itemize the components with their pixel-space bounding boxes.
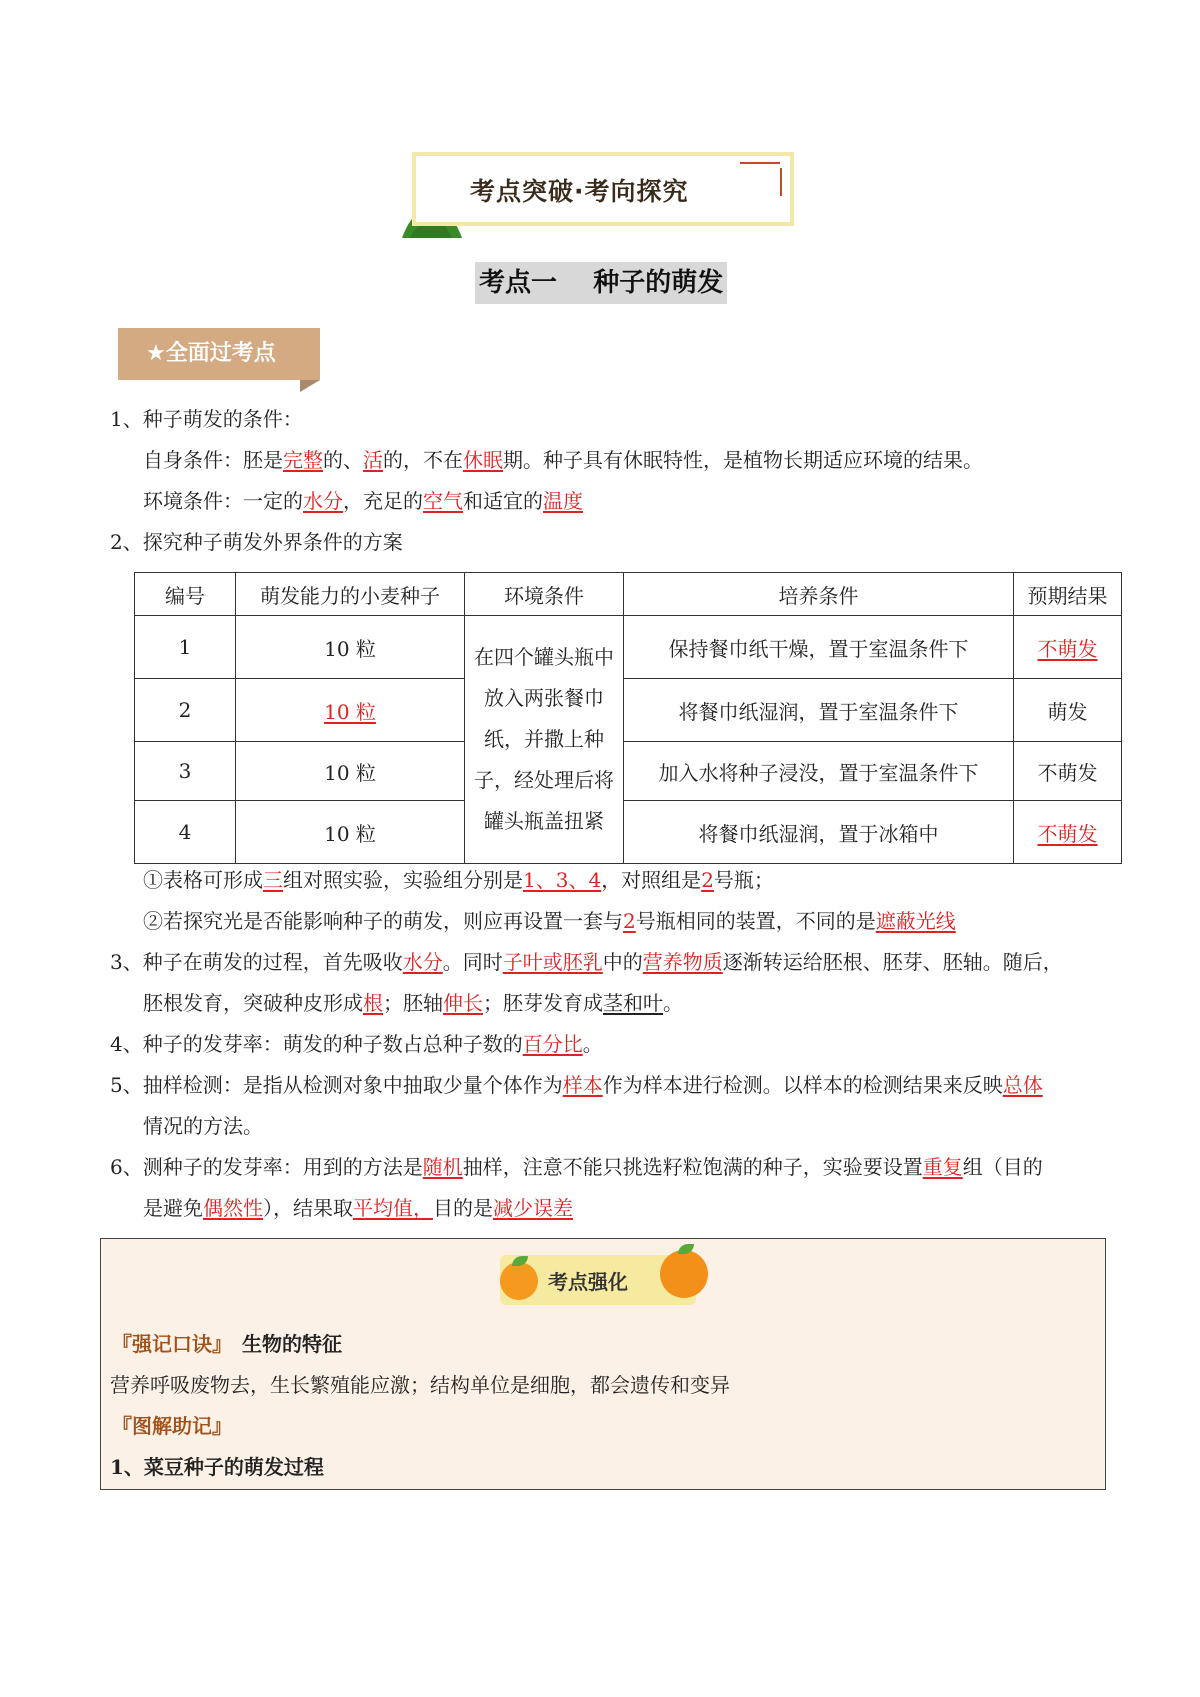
diagram-title: 1、菜豆种子的萌发过程 [110,1455,324,1479]
table-cell: 4 [135,801,236,864]
section-tag: ★全面过考点 [118,328,320,380]
page-title: 考点一 种子的萌发 [475,262,727,304]
table-cell: 将餐巾纸湿润，置于室温条件下 [624,679,1014,742]
orange-icon [660,1250,708,1298]
table-cell: 萌发 [1014,679,1122,742]
table-cell: 10 粒 [236,679,465,742]
table-cell: 3 [135,742,236,801]
table-cell: 不萌发 [1014,742,1122,801]
env-condition-cell: 在四个罐头瓶中放入两张餐巾纸，并撒上种子，经处理后将罐头瓶盖扭紧 [465,616,624,864]
orange-icon [500,1262,538,1300]
table-header: 编号 [135,573,236,616]
table-header: 环境条件 [465,573,624,616]
point-1-env-condition: 环境条件：一定的水分，充足的空气和适宜的温度 [143,489,583,513]
table-header-row [135,573,1122,616]
table-note-2: ②若探究光是否能影响种子的萌发，则应再设置一套与2号瓶相同的装置，不同的是遮蔽光线 [143,909,956,933]
point-4: 4、种子的发芽率：萌发的种子数占总种子数的百分比。 [110,1032,603,1056]
table-cell: 2 [135,679,236,742]
table-row [135,742,1122,801]
table-note-1: ①表格可形成三组对照实验，实验组分别是1、3、4，对照组是2号瓶； [143,868,774,892]
table-cell: 不萌发 [1014,616,1122,679]
banner-decoration [780,168,782,196]
table-row [135,801,1122,864]
table-cell: 保持餐巾纸干燥，置于室温条件下 [624,616,1014,679]
point-1-heading: 1、种子萌发的条件： [110,407,303,431]
table-row [135,679,1122,742]
table-cell: 10 粒 [236,616,465,679]
table-header: 预期结果 [1014,573,1122,616]
table-cell: 不萌发 [1014,801,1122,864]
point-5-line-1: 5、抽样检测：是指从检测对象中抽取少量个体作为样本作为样本进行检测。以样本的检测结果来反映总体 [110,1073,1043,1097]
rhyme-text: 营养呼吸废物去，生长繁殖能应激；结构单位是细胞，都会遗传和变异 [110,1373,730,1397]
tag-fold-decoration [300,380,320,392]
point-2-heading: 2、探究种子萌发外界条件的方案 [110,530,403,554]
point-3-line-2: 胚根发育，突破种皮形成根；胚轴伸长；胚芽发育成茎和叶。 [143,991,683,1015]
point-1-self-condition: 自身条件：胚是完整的、活的，不在休眠期。种子具有休眠特性，是植物长期适应环境的结果。 [143,448,983,472]
table-cell: 1 [135,616,236,679]
banner-decoration [740,162,780,164]
diagram-heading: 『图解助记』 [112,1414,232,1438]
section-banner-text: 考点突破·考向探究 [470,177,689,206]
table-header: 培养条件 [624,573,1014,616]
table-cell: 10 粒 [236,801,465,864]
reinforcement-banner-text: 考点强化 [548,1270,628,1294]
table-header: 萌发能力的小麦种子 [236,573,465,616]
point-5-line-2: 情况的方法。 [143,1114,263,1138]
point-6-line-2: 是避免偶然性），结果取平均值，目的是减少误差 [143,1196,573,1220]
table-cell: 将餐巾纸湿润，置于冰箱中 [624,801,1014,864]
table-cell: 加入水将种子浸没，置于室温条件下 [624,742,1014,801]
point-6-line-1: 6、测种子的发芽率：用到的方法是随机抽样，注意不能只挑选籽粒饱满的种子，实验要设置重复组（目的 [110,1155,1043,1179]
table-row [135,616,1122,679]
point-3-line-1: 3、种子在萌发的过程，首先吸收水分。同时子叶或胚乳中的营养物质逐渐转运给胚根、胚芽、胚轴。随后， [110,950,1063,974]
table-cell: 10 粒 [236,742,465,801]
experiment-table [134,572,1122,864]
rhyme-heading: 『强记口诀』 生物的特征 [112,1332,342,1356]
